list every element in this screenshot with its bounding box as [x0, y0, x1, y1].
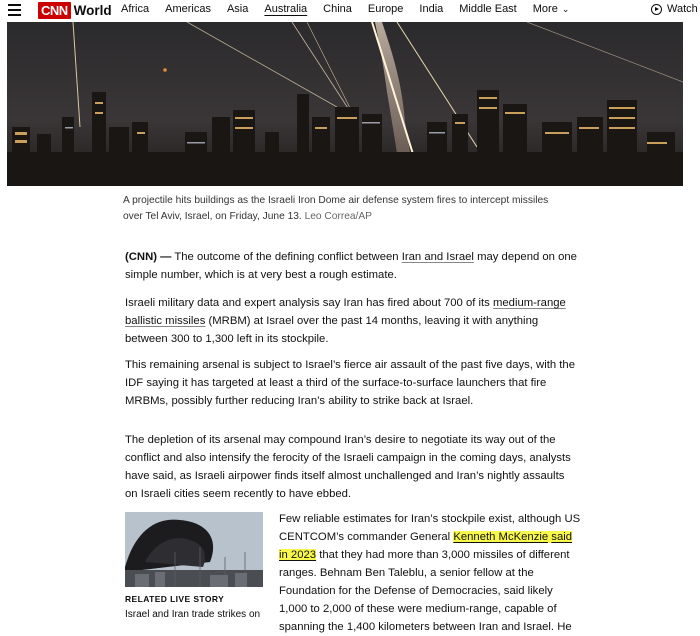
- caption-text: A projectile hits buildings as the Israeli Iron Dome air defense system fires to intercept missiles over Tel Aviv, Israel, on Friday, June 13.: [123, 195, 549, 222]
- nav-item-india[interactable]: India: [419, 3, 444, 15]
- paragraph-text: Few reliable estimates for Iran’s stockpile exist, although US CENTCOM’s commander General: [279, 513, 581, 543]
- related-live-story-card[interactable]: [125, 512, 263, 622]
- cnn-logo[interactable]: [38, 0, 112, 20]
- nav-item-australia[interactable]: Australia: [264, 3, 308, 15]
- menu-icon[interactable]: [8, 4, 21, 19]
- hero-image[interactable]: [7, 22, 683, 186]
- article-paragraph-1: [125, 248, 580, 284]
- related-story-title[interactable]: Israel and Iran trade strikes on: [125, 609, 261, 620]
- paragraph-text: may depend on one simple number, which is at very best a rough estimate.: [125, 251, 577, 281]
- chevron-down-icon: ⌄: [561, 4, 570, 14]
- nav-item-more[interactable]: [533, 3, 570, 15]
- article-paragraph-4: The depletion of its arsenal may compound Iran’s desire to negotiate its way out of the conflict and also intensify the ferocity of the Israeli campaign in the coming days, analysts have said, as Israeli airpower finds itself almost unchallenged and Iran’s nightly assaults on Israeli cities seem recently to have ebbed.: [125, 434, 571, 500]
- link-iran-israel[interactable]: Iran and Israel: [401, 251, 474, 263]
- section-title: World: [73, 2, 112, 18]
- link-kenneth-mckenzie[interactable]: Kenneth McKenzie: [453, 531, 549, 543]
- photo-credit: Leo Correa/AP: [304, 210, 372, 222]
- nav-item-middle-east[interactable]: Middle East: [459, 3, 517, 15]
- region-nav: [121, 3, 585, 15]
- paragraph-text: that they had more than 3,000 missiles of different ranges. Behnam Ben Taleblu, a senior fellow at the Foundation for the Defense of Democracies, said likely 1,000 to 2,000 of these were medium-range, capable of spanning the 1,400 kilometers between Iran and Israel. He: [279, 549, 572, 633]
- play-icon: [651, 4, 662, 15]
- link-said-in-2023[interactable]: said in 2023: [279, 531, 573, 561]
- article-paragraph-5: [279, 510, 581, 636]
- nav-item-africa[interactable]: Africa: [121, 3, 150, 15]
- paragraph-text: The outcome of the defining conflict between: [171, 251, 402, 263]
- paragraph-text: Israeli military data and expert analysis say Iran has fired about 700 of its: [125, 297, 493, 309]
- watch-label: Watch: [667, 3, 698, 15]
- related-story-image: [125, 512, 263, 587]
- nav-item-china[interactable]: China: [323, 3, 352, 15]
- article-paragraph-2: [125, 294, 580, 348]
- night-skyline-image: [7, 22, 683, 186]
- nav-item-asia[interactable]: Asia: [226, 3, 249, 15]
- top-nav-bar: [0, 0, 700, 22]
- dateline: (CNN) —: [125, 251, 172, 263]
- hero-caption: [123, 193, 570, 224]
- nav-item-americas[interactable]: Americas: [165, 3, 211, 15]
- smoke-over-city-image: [125, 512, 263, 587]
- link-medium-range-ballistic-missiles[interactable]: medium-range ballistic missiles: [125, 297, 566, 327]
- nav-item-europe[interactable]: Europe: [367, 3, 404, 15]
- watch-button[interactable]: [651, 3, 698, 15]
- nav-more-label: More: [532, 3, 558, 15]
- cnn-logo-mark: CNN: [38, 2, 71, 19]
- paragraph-text: (MRBM) at Israel over the past 14 months, leaving it with anything between 300 to 1,300 left in its stockpile.: [125, 315, 539, 345]
- article-paragraph-3: This remaining arsenal is subject to Israel’s fierce air assault of the past five days, with the IDF saying it has targeted at least a third of the surface-to-surface launchers that fire MRBMs, possibly further reducing Iran’s ability to strike back at Israel.: [125, 359, 575, 407]
- related-story-label: RELATED LIVE STORY: [125, 594, 225, 604]
